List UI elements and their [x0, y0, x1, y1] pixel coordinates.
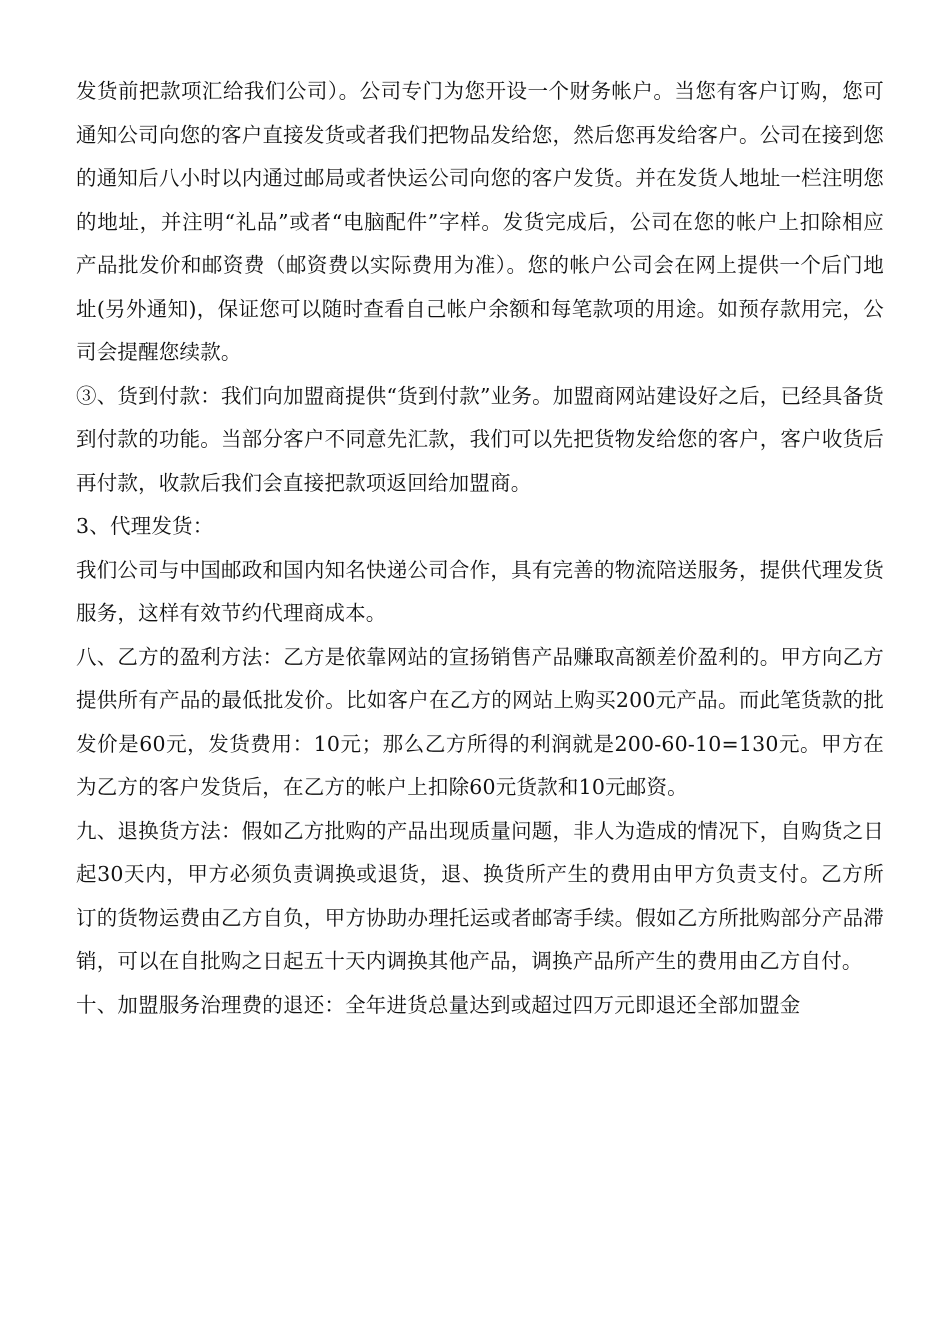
paragraph-agent-shipping: 我们公司与中国邮政和国内知名快递公司合作，具有完善的物流陪送服务，提供代理发货服务，这样有效节约代理商成本。 [76, 557, 884, 625]
paragraph-cash-on-delivery: ③、货到付款：我们向加盟商提供“货到付款”业务。加盟商网站建设好之后，已经具备货到付款的功能。当部分客户不同意先汇款，我们可以先把货物发给您的客户，客户收货后再付款，收款后我们会直接把款项返回给加盟商。 [76, 383, 884, 495]
heading-agent-shipping: 3、代理发货： [76, 514, 214, 538]
paragraph-profit-method: 八、乙方的盈利方法：乙方是依靠网站的宣扬销售产品赚取高额差价盈利的。甲方向乙方提供所有产品的最低批发价。比如客户在乙方的网站上购买200元产品。而此笔货款的批发价是60元，发货费用：10元；那么乙方所得的利润就是200-60-10=130元。甲方在为乙方的客户发货后，在乙方的帐户上扣除60元货款和10元邮资。 [76, 644, 884, 799]
paragraph-fee-refund: 十、加盟服务治理费的退还：全年进货总量达到或超过四万元即退还全部加盟金 [76, 992, 801, 1017]
paragraph-return-exchange: 九、退换货方法：假如乙方批购的产品出现质量问题，非人为造成的情况下，自购货之日起30天内，甲方必须负责调换或退货，退、换货所产生的费用由甲方负责支付。乙方所订的货物运费由乙方自负，甲方协助办理托运或者邮寄手续。假如乙方所批购部分产品滞销，可以在自批购之日起五十天内调换其他产品，调换产品所产生的费用由乙方自付。 [76, 818, 884, 973]
paragraph-payment-account: 发货前把款项汇给我们公司）。公司专门为您开设一个财务帐户。当您有客户订购，您可通知公司向您的客户直接发货或者我们把物品发给您，然后您再发给客户。公司在接到您的通知后八小时以内通过邮局或者快运公司向您的客户发货。并在发货人地址一栏注明您的地址，并注明“礼品”或者“电脑配件”字样。发货完成后，公司在您的帐户上扣除相应产品批发价和邮资费（邮资费以实际费用为准）。您的帐户公司会在网上提供一个后门地址(另外通知)，保证您可以随时查看自己帐户余额和每笔款项的用途。如预存款用完，公司会提醒您续款。 [76, 79, 884, 364]
document-page [76, 70, 884, 1027]
